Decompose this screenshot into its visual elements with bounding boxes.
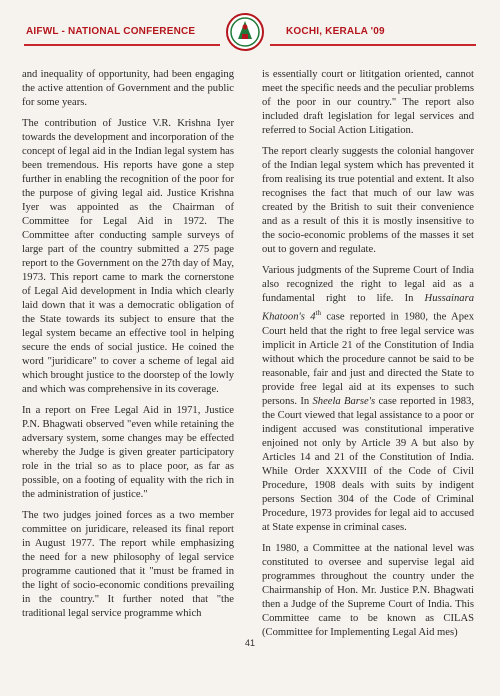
conference-location: KOCHI, KERALA '09 <box>286 26 385 37</box>
page-number: 41 <box>244 638 255 648</box>
page-header <box>24 14 476 46</box>
case-name: Hussainara Khatoon's 4 <box>262 293 474 323</box>
paragraph: In 1980, a Committee at the national level was constituted to oversee and supervise legal aid programmes throughout the country under the Chairmanship of Hon. Mr. Justice P.N. Bhagwati then a Judge of the Supreme Court of India. This Committee came to be known as CILAS (Committee for Implementing Legal Aid mes) <box>262 542 474 638</box>
text-run: case reported in 1980, the Apex Court held that the right to free legal service was implicit in Article 21 of the Constitution of India without which the procedure cannot be said to be reasonable, fair and just and directed the State to provide free legal aid at its expenses to such persons. In <box>262 311 474 407</box>
conference-title: AIFWL - NATIONAL CONFERENCE <box>26 26 196 37</box>
paragraph: The two judges joined forces as a two member committee on juridicare, released its final report in August 1977. The report while emphasizing the need for a new philosophy of legal service programme cautioned that it "must be framed in the light of socio-economic conditions prevailing in the country." It further noted that "the traditional legal service programme which <box>22 510 234 619</box>
right-column <box>262 68 474 647</box>
paragraph <box>262 264 474 535</box>
paragraph: In a report on Free Legal Aid in 1971, Justice P.N. Bhagwati observed "even while retaining the adversary system, some changes may be effected whereby the Judge is given greater participatory role in the trial so as to place poor, as far as possible, on a footing of equality with the rich in the administration of justice." <box>22 405 234 500</box>
paragraph: The report clearly suggests the colonial hangover of the Indian legal system which has prevented it from realising its true potential and extent. It also recognises the fact that much of our law was created by the British to suit their convenience and as a result of this it is mostly insensitive to the socio-economic problems of the masses it set out to govern and regulate. <box>262 146 474 255</box>
paragraph: and inequality of opportunity, had been engaging the active attention of Government and the public for some years. <box>22 69 234 108</box>
superscript: th <box>315 309 321 317</box>
conference-emblem-icon <box>225 12 265 52</box>
left-column <box>22 68 234 628</box>
text-run: case reported in 1983, the Court viewed that legal assistance to a poor or indigent accused was constitutional imperative enjoined not only by Article 39 A but also by Articles 14 and 21 of the Constitution of India. While Order XXXVIII of the Code of Civil Procedure, 1908 deals with suits by indigent persons Section 304 of the Code of Criminal Procedure, 1973 provides for legal aid to accused at State expense in criminal cases. <box>262 395 474 533</box>
case-name: Sheela Barse's <box>312 395 376 407</box>
text-run: Various judgments of the Supreme Court of India also recognized the right to legal aid as a fundamental right to life. In <box>262 265 474 304</box>
paragraph: is essentially court or lititgation oriented, cannot meet the specific needs and the peculiar problems of the poor in our country." The report also included draft legislation for legal services and referred to Social Action Litigation. <box>262 69 474 136</box>
paragraph: The contribution of Justice V.R. Krishna Iyer towards the development and incorporation of the concept of legal aid in the Indian legal system has been tremendous. His reports have gone a step further in enabling the recognition of the poor for the purpose of giving legal aid. Justice Krishna Iyer was appointed as the Chairman of Committee for Legal Aid in 1972. The Committee after conducting sample surveys of large part of the country submitted a 275 page report to the Government on the 27th day of May, 1973. This report came to mark the cornerstone of Legal Aid development in India which clearly laid down that it was a democratic obligation of the State towards its subject to ensure that the legal system became an effective tool in helping secure the ends of social justice. He coined the word "juridicare" to cover a scheme of legal aid which brought justice to the doorstep of the lowly and which was comprehensive in its coverage. <box>22 118 234 395</box>
header-rule-right <box>270 44 476 46</box>
header-rule-left <box>24 44 220 46</box>
